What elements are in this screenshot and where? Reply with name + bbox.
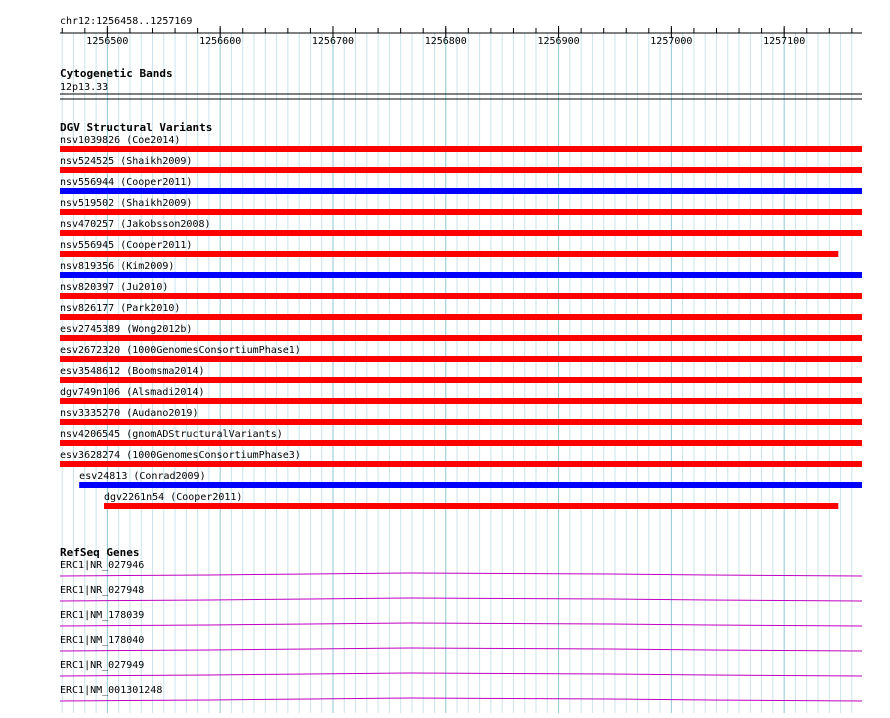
dgv-feature-bar[interactable] (60, 272, 862, 278)
dgv-feature-bar[interactable] (60, 419, 862, 425)
dgv-feature[interactable] (60, 198, 862, 215)
dgv-feature-bar[interactable] (60, 377, 862, 383)
dgv-feature-label: dgv749n106 (Alsmadi2014) (60, 387, 205, 398)
dgv-feature[interactable] (60, 156, 862, 173)
ruler-tick-label: 1256600 (199, 36, 242, 47)
refseq-gene-model[interactable] (60, 623, 862, 626)
dgv-feature-label: nsv3335270 (Audano2019) (60, 408, 199, 419)
cytoband-label: 12p13.33 (60, 82, 109, 93)
refseq-gene[interactable] (60, 660, 862, 676)
ruler-tick-label: 1256900 (537, 36, 580, 47)
cytoband-track-title: Cytogenetic Bands (60, 67, 173, 80)
ruler-tick-label: 1256800 (424, 36, 467, 47)
dgv-features (60, 135, 862, 509)
dgv-feature-label: nsv470257 (Jakobsson2008) (60, 219, 211, 230)
refseq-gene-label: ERC1|NR_027949 (60, 660, 145, 671)
dgv-feature-label: esv2745389 (Wong2012b) (60, 324, 193, 335)
refseq-gene-label: ERC1|NR_027948 (60, 585, 145, 596)
refseq-gene-model[interactable] (60, 573, 862, 576)
refseq-gene-model[interactable] (60, 598, 862, 601)
dgv-feature-label: nsv4206545 (gnomADStructuralVariants) (60, 429, 283, 440)
refseq-gene-model[interactable] (60, 673, 862, 676)
dgv-feature-bar[interactable] (60, 461, 862, 467)
ruler-ticks (62, 26, 852, 47)
dgv-feature-bar[interactable] (60, 188, 862, 194)
dgv-feature-label: nsv819356 (Kim2009) (60, 261, 175, 272)
ruler-tick-label: 1256700 (311, 36, 355, 47)
dgv-feature[interactable] (60, 366, 862, 383)
dgv-feature-label: nsv556944 (Cooper2011) (60, 177, 193, 188)
refseq-gene-model[interactable] (60, 648, 862, 651)
dgv-feature-bar[interactable] (60, 440, 862, 446)
dgv-feature-label: nsv820397 (Ju2010) (60, 282, 169, 293)
dgv-feature-label: nsv1039826 (Coe2014) (60, 135, 181, 146)
dgv-feature-label: esv24813 (Conrad2009) (79, 471, 206, 482)
refseq-gene-label: ERC1|NM_001301248 (60, 685, 163, 696)
refseq-gene[interactable] (60, 610, 862, 626)
refseq-gene[interactable] (60, 635, 862, 651)
dgv-feature-bar[interactable] (60, 146, 862, 152)
refseq-gene-label: ERC1|NR_027946 (60, 560, 145, 571)
dgv-feature[interactable] (60, 429, 862, 446)
dgv-feature[interactable] (60, 177, 862, 194)
dgv-feature[interactable] (60, 303, 862, 320)
refseq-track-title: RefSeq Genes (60, 546, 140, 559)
dgv-feature[interactable] (60, 450, 862, 467)
dgv-feature-label: nsv524525 (Shaikh2009) (60, 156, 193, 167)
dgv-feature-label: esv3548612 (Boomsma2014) (60, 366, 205, 377)
dgv-track-title: DGV Structural Variants (60, 121, 213, 134)
dgv-feature[interactable] (60, 219, 862, 236)
dgv-feature-label: nsv826177 (Park2010) (60, 303, 181, 314)
ruler-tick-label: 1256500 (86, 36, 129, 47)
dgv-feature[interactable] (60, 282, 862, 299)
dgv-feature-label: nsv556945 (Cooper2011) (60, 240, 193, 251)
dgv-feature[interactable] (60, 345, 862, 362)
dgv-feature-bar[interactable] (60, 398, 862, 404)
dgv-feature[interactable] (60, 135, 862, 152)
dgv-feature-bar[interactable] (60, 209, 862, 215)
ruler-tick-label: 1257000 (650, 36, 693, 47)
refseq-genes (60, 560, 862, 701)
dgv-feature-label: esv3628274 (1000GenomesConsortiumPhase3) (60, 450, 301, 461)
dgv-feature-bar[interactable] (104, 503, 838, 509)
dgv-feature-bar[interactable] (60, 251, 838, 257)
dgv-feature-label: nsv519502 (Shaikh2009) (60, 198, 193, 209)
dgv-feature[interactable] (79, 471, 862, 488)
dgv-feature-bar[interactable] (60, 293, 862, 299)
dgv-feature[interactable] (60, 261, 862, 278)
dgv-feature-label: dgv2261n54 (Cooper2011) (103, 492, 243, 503)
refseq-gene-label: ERC1|NM_178040 (60, 635, 145, 646)
dgv-feature[interactable] (60, 324, 862, 341)
refseq-gene[interactable] (60, 685, 862, 701)
dgv-feature-bar[interactable] (79, 482, 862, 488)
dgv-feature-bar[interactable] (60, 314, 862, 320)
ruler-tick-label: 1257100 (763, 36, 806, 47)
refseq-gene[interactable] (60, 560, 862, 576)
dgv-feature-bar[interactable] (60, 167, 862, 173)
dgv-feature[interactable] (60, 408, 862, 425)
dgv-feature[interactable] (60, 240, 838, 257)
dgv-feature-bar[interactable] (60, 356, 862, 362)
dgv-feature-bar[interactable] (60, 335, 862, 341)
refseq-gene-model[interactable] (60, 698, 862, 701)
dgv-feature[interactable] (60, 387, 862, 404)
refseq-gene[interactable] (60, 585, 862, 601)
dgv-feature-bar[interactable] (60, 230, 862, 236)
dgv-feature-label: esv2672320 (1000GenomesConsortiumPhase1) (60, 345, 301, 356)
location-label: chr12:1256458..1257169 (60, 16, 193, 27)
refseq-gene-label: ERC1|NM_178039 (60, 610, 145, 621)
